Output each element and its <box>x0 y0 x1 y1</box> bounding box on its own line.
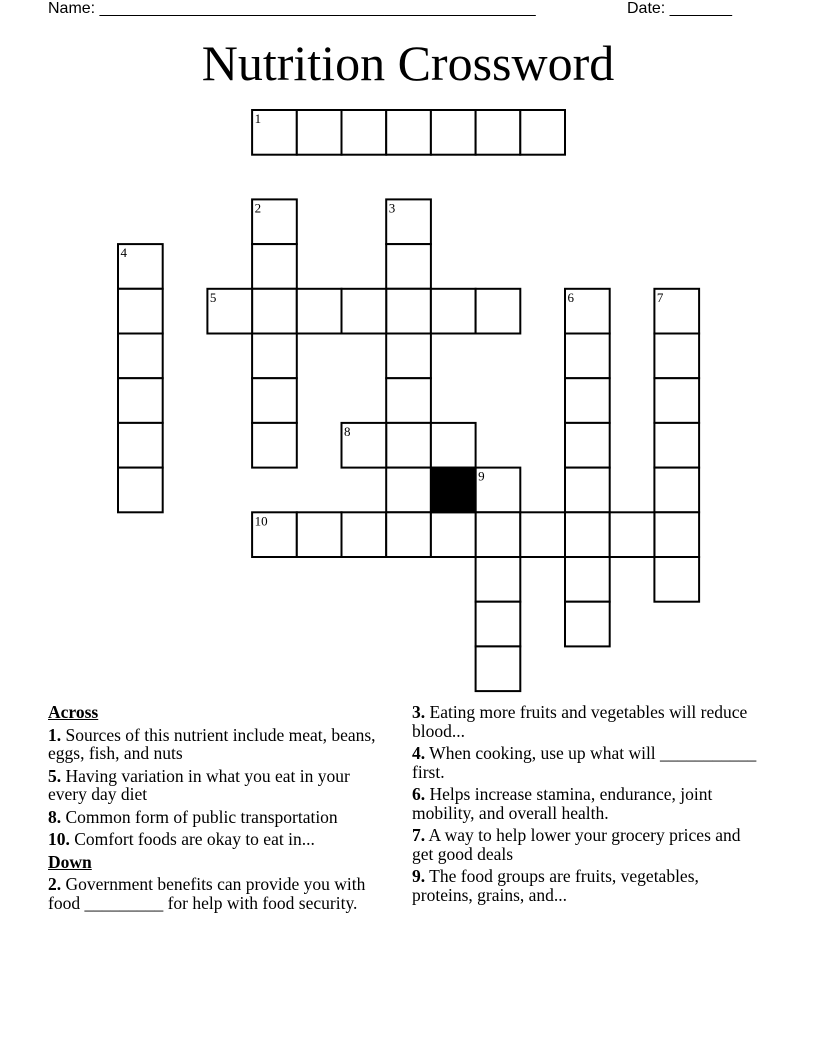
cell-number: 9 <box>478 468 485 484</box>
grid-cell[interactable] <box>297 110 342 155</box>
clue-number: 2. <box>48 874 62 894</box>
grid-cell[interactable] <box>386 423 431 468</box>
grid-cell[interactable] <box>565 557 610 602</box>
grid-cell[interactable] <box>565 334 610 379</box>
grid-cell[interactable] <box>252 244 297 289</box>
grid-cell[interactable] <box>476 512 521 557</box>
clue-text: Government benefits can provide you with food _________ for help with food security. <box>48 874 366 913</box>
grid-cell[interactable] <box>431 423 476 468</box>
grid-cell[interactable] <box>386 289 431 334</box>
cell-number: 3 <box>388 200 396 216</box>
grid-cell[interactable] <box>386 468 431 513</box>
clue-text: Helps increase stamina, endurance, joint mobility, and overall health. <box>412 784 713 823</box>
grid-cell[interactable] <box>610 512 655 557</box>
clue-number: 4. <box>412 743 426 763</box>
grid-cell[interactable] <box>654 468 699 513</box>
grid-cell[interactable] <box>118 334 163 379</box>
cell-number: 1 <box>254 111 262 126</box>
grid-cell[interactable] <box>118 289 163 334</box>
page-title: Nutrition Crossword <box>201 35 615 91</box>
across-heading: Across <box>48 702 99 722</box>
grid-cell[interactable] <box>431 512 476 557</box>
clue-number: 6. <box>412 784 426 804</box>
clue-item <box>412 867 757 904</box>
cell-number: 2 <box>254 200 262 216</box>
cell-number: 10 <box>254 513 268 529</box>
grid-cell[interactable] <box>118 468 163 513</box>
clue-item <box>48 767 393 804</box>
grid-cell[interactable] <box>476 646 521 691</box>
grid-cell[interactable] <box>252 334 297 379</box>
grid-cell[interactable] <box>654 512 699 557</box>
name-field-label: Name: _________________________________________________ <box>48 0 536 17</box>
clue-number: 3. <box>412 702 426 722</box>
grid-cell[interactable] <box>342 110 387 155</box>
cell-number: 8 <box>344 423 351 439</box>
cell-number: 5 <box>209 289 217 305</box>
grid-cell[interactable] <box>565 378 610 423</box>
clue-number: 5. <box>48 765 62 786</box>
clue-text: Eating more fruits and vegetables will reduce blood... <box>412 702 748 741</box>
grid-cell[interactable] <box>565 512 610 557</box>
grid-cell[interactable] <box>342 512 387 557</box>
clues-right-column <box>412 703 757 908</box>
grid-cell[interactable] <box>476 602 521 647</box>
cell-number: 6 <box>567 289 574 305</box>
grid-cell[interactable] <box>565 468 610 513</box>
grid-cell[interactable] <box>476 557 521 602</box>
grid-cell[interactable] <box>386 512 431 557</box>
grid-cell[interactable] <box>431 289 476 334</box>
cell-number: 7 <box>656 289 664 305</box>
grid-cell[interactable] <box>252 378 297 423</box>
black-cell <box>431 468 476 513</box>
down-heading: Down <box>48 851 92 872</box>
grid-cell[interactable] <box>565 602 610 647</box>
grid-cell[interactable] <box>252 423 297 468</box>
grid-cell[interactable] <box>654 334 699 379</box>
grid-cell[interactable] <box>431 110 476 155</box>
date-field-label: Date: _______ <box>627 0 732 17</box>
clue-item <box>412 703 757 740</box>
grid-cell[interactable] <box>520 110 565 155</box>
grid-cell[interactable] <box>342 289 387 334</box>
clue-text: Comfort foods are okay to eat in... <box>69 829 315 849</box>
clue-item <box>48 726 393 763</box>
grid-cell[interactable] <box>386 334 431 379</box>
grid-cell[interactable] <box>386 378 431 423</box>
clue-number: 8. <box>48 806 62 827</box>
clue-text: The food groups are fruits, vegetables, proteins, grains, and... <box>412 866 699 905</box>
grid-cell[interactable] <box>386 110 431 155</box>
grid-cell[interactable] <box>476 289 521 334</box>
grid-cell[interactable] <box>520 512 565 557</box>
clue-item <box>412 826 757 863</box>
clue-item <box>48 830 393 849</box>
grid-cell[interactable] <box>252 289 297 334</box>
down-clue-list-left <box>48 875 393 912</box>
grid-cell[interactable] <box>654 378 699 423</box>
clue-item <box>412 785 757 822</box>
across-clue-list <box>48 726 393 849</box>
clues-left-column <box>48 703 393 916</box>
down-clue-list-right <box>412 703 757 904</box>
cell-number: 4 <box>120 245 127 261</box>
clue-item <box>48 875 393 912</box>
grid-cell[interactable] <box>386 244 431 289</box>
clue-item <box>412 744 757 781</box>
clue-number: 10. <box>48 829 70 849</box>
clue-text: When cooking, use up what will ___________ first. <box>412 743 757 782</box>
clue-number: 9. <box>412 866 426 886</box>
clue-text: A way to help lower your grocery prices and get good deals <box>412 825 741 864</box>
clue-item <box>48 808 393 827</box>
grid-cell[interactable] <box>565 423 610 468</box>
clue-text: Sources of this nutrient include meat, beans, eggs, fish, and nuts <box>48 724 376 763</box>
clue-text: Common form of public transportation <box>61 806 338 827</box>
clue-number: 7. <box>412 825 426 845</box>
grid-cell[interactable] <box>297 289 342 334</box>
grid-cell[interactable] <box>654 557 699 602</box>
grid-cell[interactable] <box>118 423 163 468</box>
grid-cell[interactable] <box>118 378 163 423</box>
grid-cell[interactable] <box>654 423 699 468</box>
clue-number: 1. <box>48 724 62 745</box>
clue-text: Having variation in what you eat in your every day diet <box>48 765 350 804</box>
grid-cell[interactable] <box>297 512 342 557</box>
grid-cell[interactable] <box>476 110 521 155</box>
